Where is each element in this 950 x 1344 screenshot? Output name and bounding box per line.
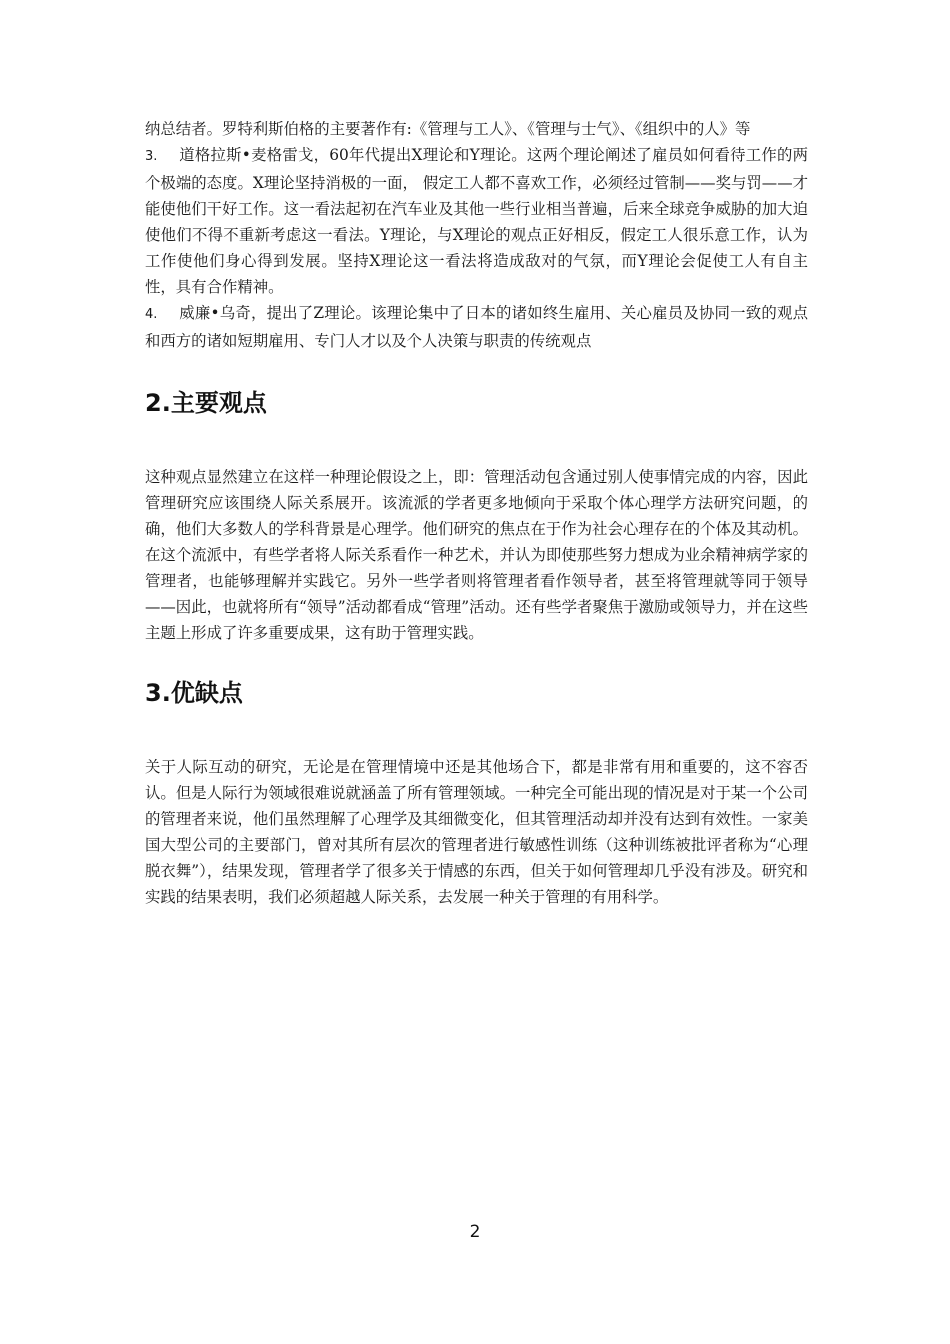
list-item-text: 道格拉斯•麦格雷戈，60年代提出X理论和Y理论。这两个理论阐述了雇员如何看待工作的两个极端的态度。X理论坚持消极的一面， 假定工人都不喜欢工作，必须经过管制——奖与罚——才能使他们干好工作。这一看法起初在汽车业及其他一些行业相当普遍，后来全球竞争威胁的加大迫使他们不得不重新考虑这一看法。Y理论，与X理论的观点正好相反，假定工人很乐意工作，认为工作使他们身心得到发展。坚持X理论这一看法将造成敌对的气氛，而Y理论会促使工人有自主性，具有合作精神。: [145, 146, 808, 296]
list-number: 3.: [145, 149, 158, 164]
page-number: 2: [469, 1222, 481, 1242]
list-item-3: [145, 142, 808, 300]
section-heading-pros-cons: 3.优缺点: [145, 679, 243, 707]
intro-paragraph: 纳总结者。罗特利斯伯格的主要著作有:《管理与工人》、《管理与士气》、《组织中的人》等: [145, 120, 751, 138]
section-paragraph-pros-cons: 关于人际互动的研究，无论是在管理情境中还是其他场合下，都是非常有用和重要的，这不容否认。但是人际行为领域很难说就涵盖了所有管理领域。一种完全可能出现的情况是对于某一个公司的管理者来说，他们虽然理解了心理学及其细微变化，但其管理活动却并没有达到有效性。一家美国大型公司的主要部门，曾对其所有层次的管理者进行敏感性训练（这种训练被批评者称为“心理脱衣舞”），结果发现，管理者学了很多关于情感的东西，但关于如何管理却几乎没有涉及。研究和实践的结果表明，我们必须超越人际关系，去发展一种关于管理的有用科学。: [145, 758, 808, 906]
section-paragraph-main-viewpoints: 这种观点显然建立在这样一种理论假设之上，即：管理活动包含通过别人使事情完成的内容，因此管理研究应该围绕人际关系展开。该流派的学者更多地倾向于采取个体心理学方法研究问题，的确，他们大多数人的学科背景是心理学。他们研究的焦点在于作为社会心理存在的个体及其动机。在这个流派中，有些学者将人际关系看作一种艺术，并认为即使那些努力想成为业余精神病学家的管理者，也能够理解并实践它。另外一些学者则将管理者看作领导者，甚至将管理就等同于领导——因此，也就将所有“领导”活动都看成“管理”活动。还有些学者聚焦于激励或领导力，并在这些主题上形成了许多重要成果，这有助于管理实践。: [145, 468, 808, 642]
page-content: [145, 116, 808, 910]
list-item-4: [145, 300, 808, 354]
list-number: 4.: [145, 307, 158, 322]
list-item-text: 威廉•乌奇，提出了Z理论。该理论集中了日本的诸如终生雇用、关心雇员及协同一致的观点和西方的诸如短期雇用、专门人才以及个人决策与职责的传统观点: [145, 304, 808, 350]
section-heading-main-viewpoints: 2.主要观点: [145, 389, 267, 417]
